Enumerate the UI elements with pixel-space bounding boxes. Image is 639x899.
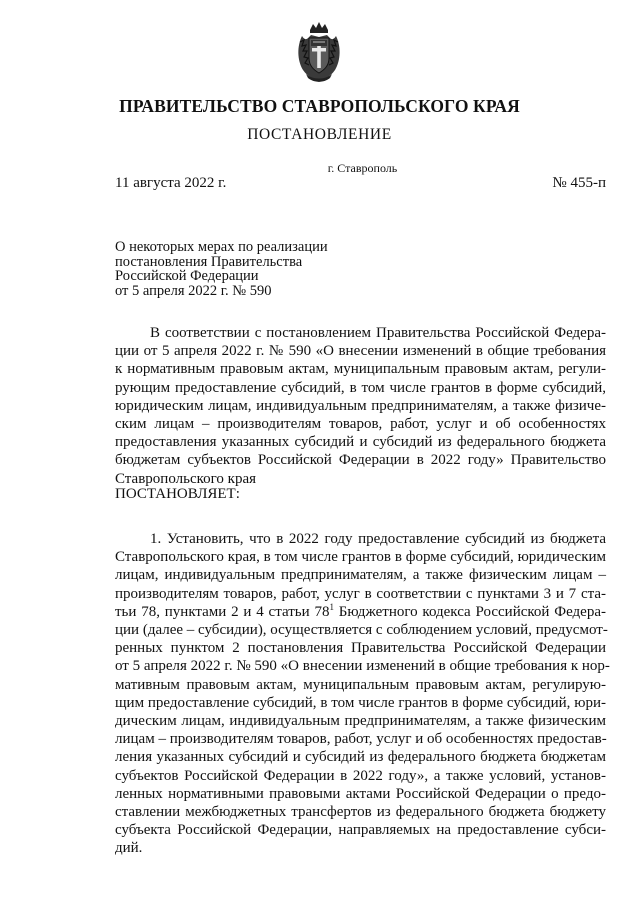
subject-line: от 5 апреля 2022 г. № 590	[115, 282, 272, 299]
paragraph-line: ции (далее – субсидии), осуществляется с соблюдением условий, предусмот-	[115, 622, 608, 639]
line-part: тьи 78, пунктами 2 и 4 статьи 78	[115, 603, 330, 620]
paragraph-line: предоставления указанных субсидий и субсидий из федерального бюджета	[115, 434, 606, 451]
paragraph-line: В соответствии с постановлением Правительства Российской Федера-	[150, 325, 606, 341]
subject-line: постановления Правительства	[115, 253, 303, 270]
document-date: 11 августа 2022 г.	[115, 175, 227, 191]
paragraph-line: рующим предоставление субсидий, в том числе грантов в форме субсидий,	[115, 379, 606, 396]
paragraph-line: субъекта Российской Федерации, направляемых на предоставление субси-	[115, 822, 606, 839]
stavropol-coat-of-arms-icon	[294, 20, 344, 84]
paragraph-line: ским лицам – производителям товаров, работ, услуг и об особенностях	[115, 416, 606, 433]
paragraph-line: дическим лицам, индивидуальным предпринимателям, а также физическим	[115, 713, 606, 730]
subject-line: Российской Федерации	[115, 268, 259, 284]
paragraph-line: щим предоставление субсидий, в том числе грантов в форме субсидий, юри-	[115, 694, 606, 711]
paragraph-line: ленных нормативными правовыми актами Российской Федерации о предо-	[115, 785, 606, 802]
paragraph-line: дий.	[115, 840, 143, 857]
document-subject	[115, 240, 328, 298]
paragraph-line: ции от 5 апреля 2022 г. № 590 «О внесении изменений в общие требования	[115, 343, 606, 360]
government-title: ПРАВИТЕЛЬСТВО СТАВРОПОЛЬСКОГО КРАЯ	[119, 96, 520, 116]
paragraph-line: лицам – производителям товаров, работ, услуг и об особенностях предостав-	[115, 731, 607, 748]
paragraph-line: от 5 апреля 2022 г. № 590 «О внесении изменений в общие требования к нор-	[115, 658, 610, 675]
document-type: ПОСТАНОВЛЕНИЕ	[247, 126, 392, 143]
paragraph-line: мативным правовым актам, муниципальным правовым актам, регулирую-	[115, 676, 606, 693]
paragraph-line: юридическим лицам, индивидуальным предпринимателям, а также физиче-	[115, 397, 606, 414]
superscript: 1	[329, 601, 334, 612]
paragraph-line-with-superscript	[115, 603, 606, 621]
line-part: Бюджетного кодекса Российской Федера-	[333, 603, 606, 620]
preamble-paragraph	[115, 324, 606, 488]
paragraph-line: лицам, индивидуальным предпринимателям, а также физическим лицам –	[115, 567, 606, 584]
document-number: № 455-п	[552, 175, 606, 191]
paragraph-line: к нормативным правовым актам, муниципальным правовым актам, регули-	[115, 361, 606, 378]
subject-line: О некоторых мерах по реализации	[115, 239, 328, 255]
paragraph-line: ренных пунктом 2 постановления Правительства Российской Федерации	[115, 640, 606, 657]
paragraph-line: субъектов Российской Федерации в 2022 году», а также условий, установ-	[115, 767, 606, 784]
paragraph-line: производителям товаров, работ, услуг в соответствии с пунктами 3 и 7 ста-	[115, 585, 606, 602]
paragraph-line: Ставропольского края	[115, 470, 256, 487]
city: г. Ставрополь	[327, 161, 398, 175]
decree-word: ПОСТАНОВЛЯЕТ:	[115, 486, 240, 502]
paragraph-line: Ставропольского края, в том числе грантов в форме субсидий, юридическим	[115, 549, 606, 566]
paragraph-line: ставлении межбюджетных трансфертов из федерального бюджета бюджету	[115, 804, 606, 821]
paragraph-line: 1. Установить, что в 2022 году предоставление субсидий из бюджета	[150, 531, 606, 547]
item-1-paragraph	[115, 530, 610, 858]
paragraph-line: бюджетам субъектов Российской Федерации в 2022 году» Правительство	[115, 452, 606, 469]
paragraph-line: ления указанных субсидий и субсидий из федерального бюджета бюджетам	[115, 749, 606, 766]
